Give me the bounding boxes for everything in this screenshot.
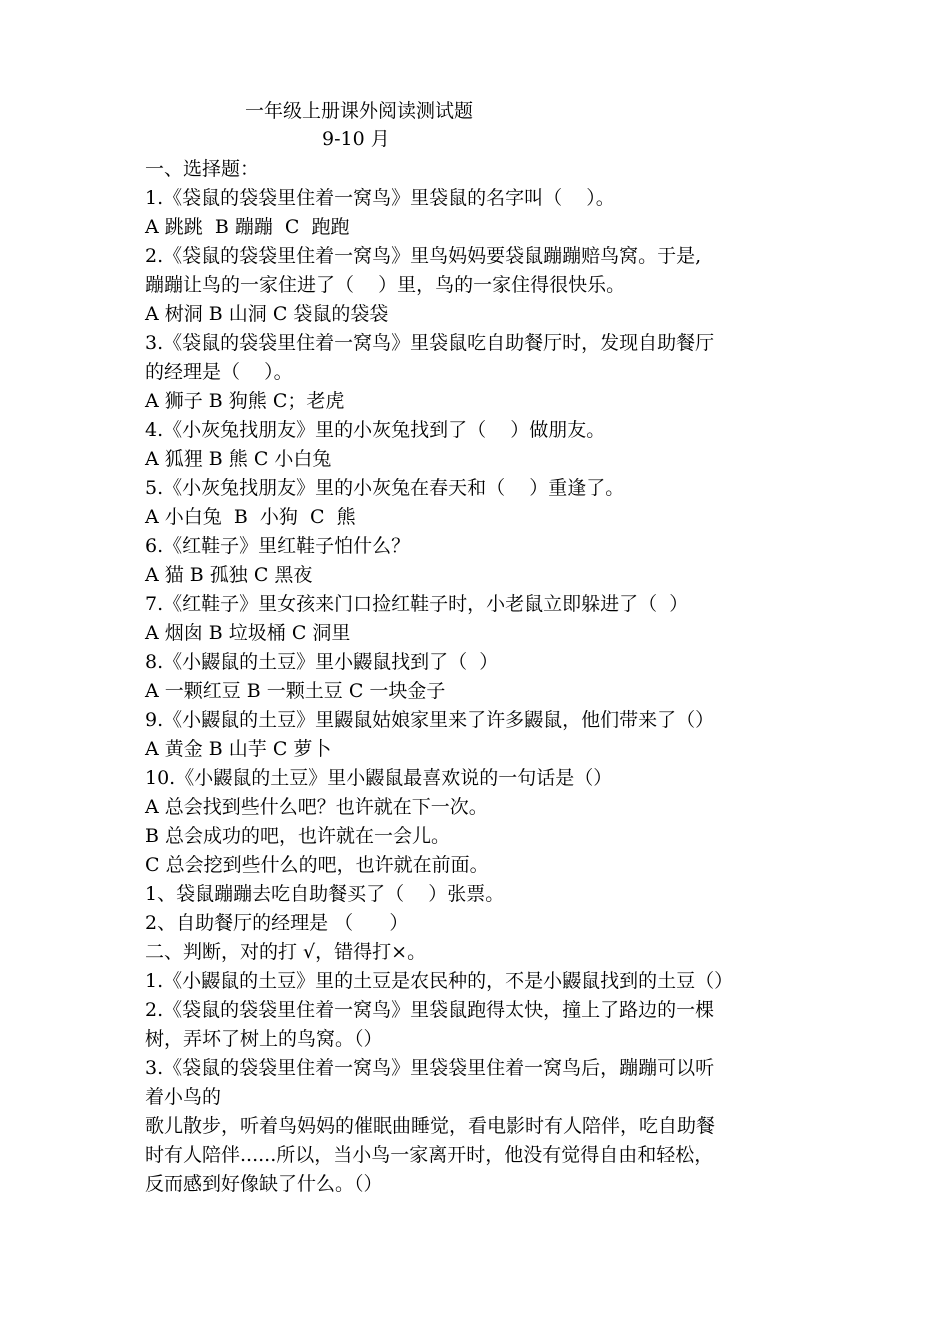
question-line: 的经理是（ ）。 [145,361,293,383]
options-line: A 猫 B 孤独 C 黑夜 [145,564,313,586]
judge-question-line: 时有人陪伴......所以，当小鸟一家离开时，他没有觉得自由和轻松， [145,1144,714,1166]
options-line: A 跳跳 B 蹦蹦 C 跑跑 [145,216,350,238]
question-line: 9.《小鼹鼠的土豆》里鼹鼠姑娘家里来了许多鼹鼠，他们带来了（） [145,709,715,731]
judge-question-line: 3.《袋鼠的袋袋里住着一窝鸟》里袋袋里住着一窝鸟后，蹦蹦可以听 [145,1057,715,1079]
options-line: A 一颗红豆 B 一颗土豆 C 一块金子 [145,680,446,702]
question-line: 8.《小鼹鼠的土豆》里小鼹鼠找到了（ ） [145,651,499,673]
question-line: 6.《红鞋子》里红鞋子怕什么？ [145,535,411,557]
fill-in-question: 2、自助餐厅的经理是 （ ） [145,912,409,934]
question-line: 7.《红鞋子》里女孩来门口捡红鞋子时，小老鼠立即躲进了（ ） [145,593,689,615]
options-line: C 总会挖到些什么的吧，也许就在前面。 [145,854,489,876]
options-line: A 小白兔 B 小狗 C 熊 [145,506,356,528]
options-line: A 狐狸 B 熊 C 小白兔 [145,448,332,470]
judge-question-line: 树，弄坏了树上的鸟窝。（） [145,1028,383,1050]
options-line: B 总会成功的吧，也许就在一会儿。 [145,825,451,847]
options-line: A 树洞 B 山洞 C 袋鼠的袋袋 [145,303,389,325]
question-line: 1.《袋鼠的袋袋里住着一窝鸟》里袋鼠的名字叫（ ）。 [145,187,615,209]
options-line: A 总会找到些什么吧？也许就在下一次。 [145,796,488,818]
section-heading-choice: 一、选择题： [145,158,260,180]
question-line: 10.《小鼹鼠的土豆》里小鼹鼠最喜欢说的一句话是（） [145,767,613,789]
question-line: 蹦蹦让鸟的一家住进了（ ）里，鸟的一家住得很快乐。 [145,274,626,296]
judge-question-line: 着小鸟的 [145,1086,222,1108]
judge-question-line: 反而感到好像缺了什么。（） [145,1173,383,1195]
judge-question-line: 2.《袋鼠的袋袋里住着一窝鸟》里袋鼠跑得太快，撞上了路边的一棵 [145,999,715,1021]
document-body [145,155,825,1199]
question-line: 4.《小灰兔找朋友》里的小灰兔找到了（ ）做朋友。 [145,419,606,441]
question-line: 2.《袋鼠的袋袋里住着一窝鸟》里鸟妈妈要袋鼠蹦蹦赔鸟窝。于是, [145,245,702,267]
document-subtitle: 9-10 月 [322,128,390,150]
document-title: 一年级上册课外阅读测试题 [245,100,474,122]
question-line: 3.《袋鼠的袋袋里住着一窝鸟》里袋鼠吃自助餐厅时，发现自助餐厅 [145,332,715,354]
options-line: A 狮子 B 狗熊 C；老虎 [145,390,345,412]
fill-in-question: 1、袋鼠蹦蹦去吃自助餐买了（ ）张票。 [145,883,505,905]
judge-question-line: 1.《小鼹鼠的土豆》里的土豆是农民种的，不是小鼹鼠找到的土豆（） [145,970,734,992]
options-line: A 黄金 B 山芋 C 萝卜 [145,738,332,760]
options-line: A 烟囱 B 垃圾桶 C 洞里 [145,622,351,644]
question-line: 5.《小灰兔找朋友》里的小灰兔在春天和（ ）重逢了。 [145,477,625,499]
section-heading-judge: 二、判断，对的打 √，错得打×。 [145,941,427,963]
judge-question-line: 歌儿散步，听着鸟妈妈的催眠曲睡觉，看电影时有人陪伴，吃自助餐 [145,1115,716,1137]
